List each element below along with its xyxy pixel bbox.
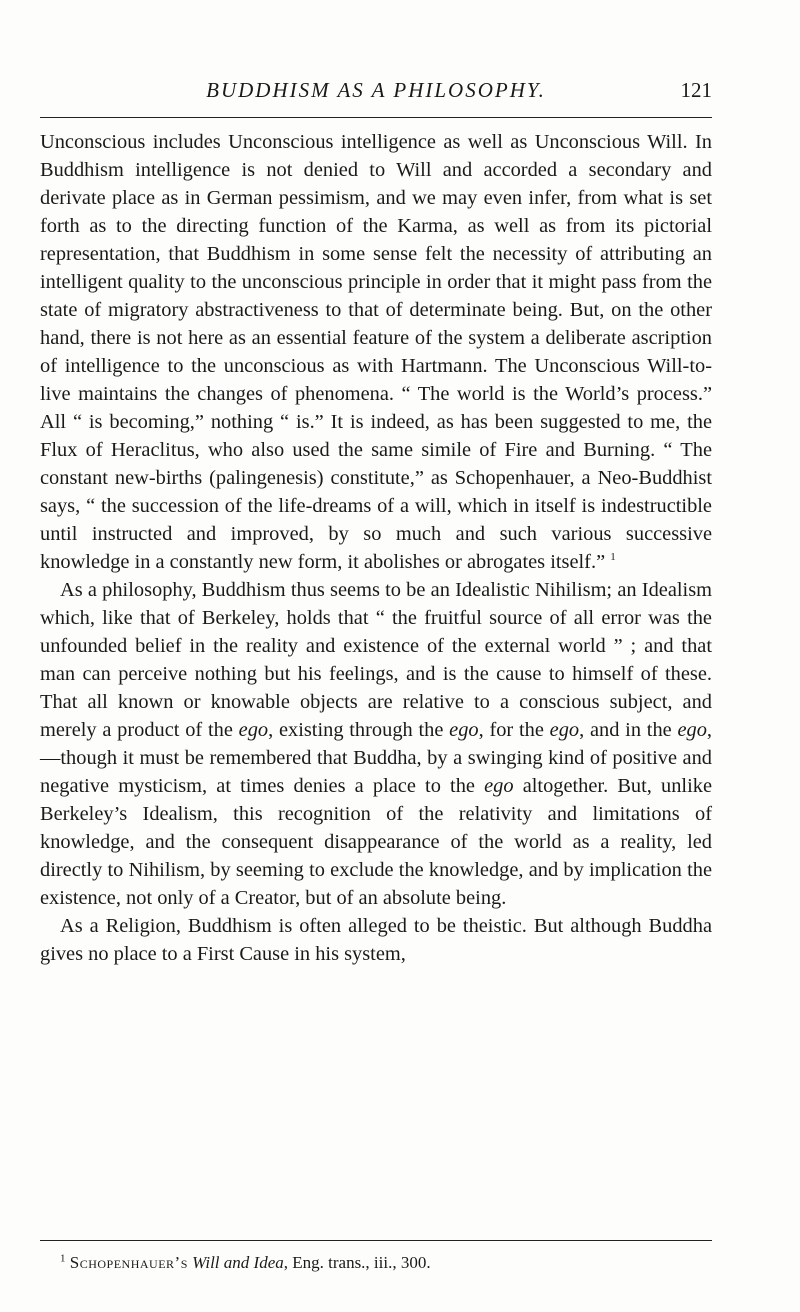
- footnote-citation: , Eng. trans., iii., 300.: [283, 1253, 431, 1272]
- text-run: Unconscious includes Unconscious intelligence as well as Unconscious Will. In Buddhism intelligence is not denied to Will and accorded a secondary and derivate place as in German pessimism, and we may even infer, from what is set forth as to the directing function of the Karma, as well as from its pictorial representation, that Buddhism in some sense felt the necessity of attributing an intelligent quality to the unconscious principle in order that it might pass from the state of migratory abstractiveness to that of determinate being. But, on the other hand, there is not here as an essential feature of the system a deliberate ascription of intelligence to the unconscious as with Hartmann. The Unconscious Will-to-live maintains the changes of phenomena. “ The world is the World’s process.” All “ is becoming,” nothing “ is.” It is indeed, as has been suggested to me, the Flux of Heraclitus, who also used the same simile of Fire and Burning. “ The constant new-births (palingenesis) constitute,” as Schopenhauer, a Neo-Buddhist says, “ the succession of the life-dreams of a will, which in itself is indestructible until instructed and improved, by so much and such various successive knowledge in a constantly new form, it abolishes or abrogates itself.”: [40, 131, 712, 573]
- page-header: [40, 78, 712, 104]
- italic-word: ego: [484, 775, 514, 797]
- body-text: [40, 128, 712, 968]
- text-run: altogether. But, unlike Berkeley’s Idealism, this recognition of the relativity and limitations of knowledge, and the consequent disappearance of the world as a reality, led directly to Nihilism, by seeming to exclude the knowledge, and by implication the existence, not only of a Creator, but of an absolute being.: [40, 775, 712, 909]
- footnote-marker: 1: [60, 1252, 66, 1265]
- text-run: ,—though it must be remembered that Buddha, by a swinging kind of positive and negative mysticism, at times denies a place to the: [40, 719, 713, 797]
- page-number: 121: [680, 78, 712, 102]
- paragraph-2: [40, 576, 712, 912]
- text-run: As a Religion, Buddhism is often alleged to be theistic. But although Buddha gives no place to a First Cause in his system,: [40, 915, 712, 965]
- header-rule: [40, 117, 712, 118]
- italic-word: ego: [549, 719, 580, 741]
- text-run: , existing through the: [268, 719, 450, 741]
- footnote-reference: 1: [610, 551, 616, 564]
- italic-word: ego: [449, 719, 479, 741]
- italic-word: ego: [238, 719, 269, 741]
- text-run: , for the: [478, 719, 550, 741]
- footnote-title: Will and Idea: [192, 1253, 284, 1272]
- footnote-author: Schopenhauer’s: [69, 1253, 188, 1272]
- running-title: BUDDHISM AS A PHILOSOPHY.: [206, 78, 546, 102]
- paragraph-1: [40, 128, 712, 576]
- paragraph-3: [40, 912, 712, 968]
- footnote: [40, 1252, 712, 1274]
- text-run: , and in the: [579, 719, 678, 741]
- text-run: As a philosophy, Buddhism thus seems to be an Idealistic Nihilism; an Idealism which, like that of Berkeley, holds that “ the fruitful source of all error was the unfounded belief in the reality and existence of the external world ” ; and that man can perceive nothing but his feelings, and is the cause to himself of these. That all known or knowable objects are relative to a conscious subject, and merely a product of the: [40, 579, 712, 741]
- italic-word: ego: [677, 719, 707, 741]
- footnote-rule: [40, 1240, 712, 1241]
